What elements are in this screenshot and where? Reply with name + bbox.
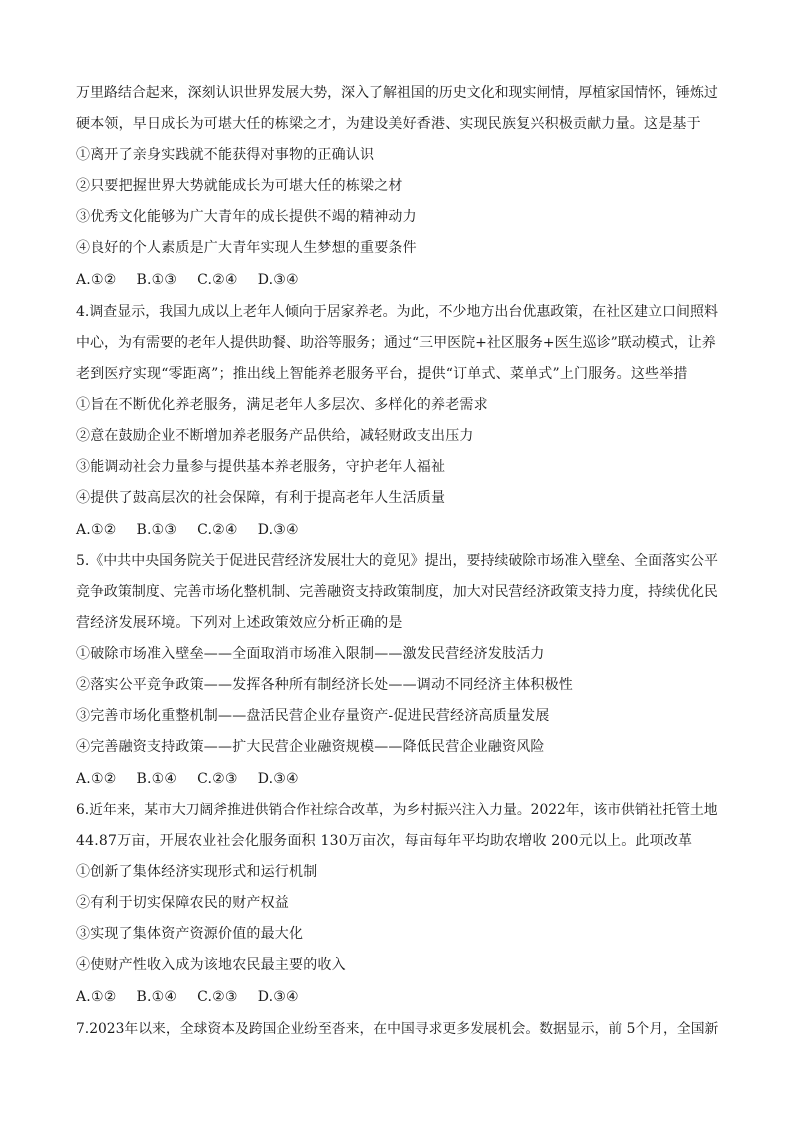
option-d[interactable]: D.③④ [257, 522, 299, 538]
statement: ①旨在不断优化养老服务，满足老年人多层次、多样化的养老需求 [76, 397, 488, 413]
statement: ②意在鼓励企业不断增加养老服务产品供给，减轻财政支出压力 [76, 428, 474, 444]
option-c[interactable]: C.②③ [197, 989, 238, 1005]
option-a[interactable]: A.①② [76, 771, 117, 787]
option-b[interactable]: B.①③ [136, 272, 178, 288]
option-d[interactable]: D.③④ [257, 771, 299, 787]
answer-options [76, 520, 718, 540]
option-d[interactable]: D.③④ [257, 989, 299, 1005]
statement: ④使财产性收入成为该地农民最主要的收入 [76, 957, 346, 973]
statement: ④良好的个人素质是广大青年实现人生梦想的重要条件 [76, 240, 417, 256]
question-4-line: 4.调查显示，我国九成以上老年人倾向于居家养老。为此，不少地方出台优惠政策，在社区建立口间照料 [76, 304, 718, 320]
option-d[interactable]: D.③④ [257, 272, 299, 288]
statement: ②落实公平竞争政策——发挥各种所有制经济长处——调动不同经济主体积极性 [76, 677, 573, 693]
statement: ①离开了亲身实践就不能获得对事物的正确认识 [76, 147, 375, 163]
option-a[interactable]: A.①② [76, 272, 117, 288]
statement: ①创新了集体经济实现形式和运行机制 [76, 864, 318, 880]
option-c[interactable]: C.②④ [197, 522, 238, 538]
statement: ①破除市场准入壁垒——全面取消市场准入限制——激发民营经济发肢活力 [76, 646, 545, 662]
question-4-line: 中心，为有需要的老年人提供助餐、助浴等服务；通过“三甲医院+社区服务+医生巡诊”联动模式，让养 [76, 335, 716, 351]
question-6-line: 44.87万亩，开展农业社会化服务面积 130万亩次，每亩每年平均助农增收 200元以上。此项改革 [76, 833, 693, 849]
statement: ④完善融资支持政策——扩大民营企业融资规模——降低民营企业融资风险 [76, 739, 545, 755]
option-a[interactable]: A.①② [76, 522, 117, 538]
question-4-line: 老到医疗实现“零距离”；推出线上智能养老服务平台，提供“订单式、菜单式”上门服务。这些举措 [76, 366, 688, 382]
question-5-line: 营经济发展环境。下列对上述政策效应分析正确的是 [76, 615, 403, 631]
option-b[interactable]: B.①④ [136, 771, 178, 787]
question-7-line: 7.2023年以来，全球资本及跨国企业纷至沓来，在中国寻求更多发展机会。数据显示，前 5个月，全国新 [76, 1021, 719, 1037]
statement: ②有利于切实保障农民的财产权益 [76, 895, 289, 911]
answer-options [76, 769, 718, 789]
statement: ③完善市场化重整机制——盘活民营企业存量资产-促进民营经济高质量发展 [76, 708, 550, 724]
statement: ③实现了集体资产资源价值的最大化 [76, 926, 304, 942]
answer-options [76, 270, 718, 290]
paragraph-line: 硬本领，早日成长为可堪大任的栋梁之才，为建设美好香港、实现民族复兴积极贡献力量。这是基于 [76, 116, 701, 132]
option-c[interactable]: C.②④ [197, 272, 238, 288]
question-5-line: 竞争政策制度、完善市场化整机制、完善融资支持政策制度，加大对民营经济政策支持力度，持续优化民 [76, 584, 718, 600]
option-b[interactable]: B.①④ [136, 989, 178, 1005]
answer-options [76, 987, 718, 1007]
statement: ④提供了鼓高层次的社会保障，有利于提高老年人生活质量 [76, 490, 446, 506]
paragraph-line: 万里路结合起来，深刻认识世界发展大势，深入了解祖国的历史文化和现实闸情，厚植家国情怀，锤炼过 [76, 85, 718, 101]
option-a[interactable]: A.①② [76, 989, 117, 1005]
option-c[interactable]: C.②③ [197, 771, 238, 787]
statement: ③优秀文化能够为广大青年的成长提供不竭的精神动力 [76, 209, 417, 225]
option-b[interactable]: B.①③ [136, 522, 178, 538]
question-5-line: 5.《中共中央国务院关于促进民营经济发展壮大的竟见》提出，要持续破除市场准入壁垒、全面落实公平 [76, 553, 718, 569]
statement: ②只要把握世界大势就能成长为可堪大任的栋梁之材 [76, 178, 403, 194]
statement: ③能调动社会力量参与提供基本养老服务，守护老年人福祉 [76, 459, 446, 475]
question-6-line: 6.近年来，某市大刀阔斧推进供销合作社综合改革，为乡村振兴注入力量。2022年，该市供销社托管土地 [76, 802, 718, 818]
